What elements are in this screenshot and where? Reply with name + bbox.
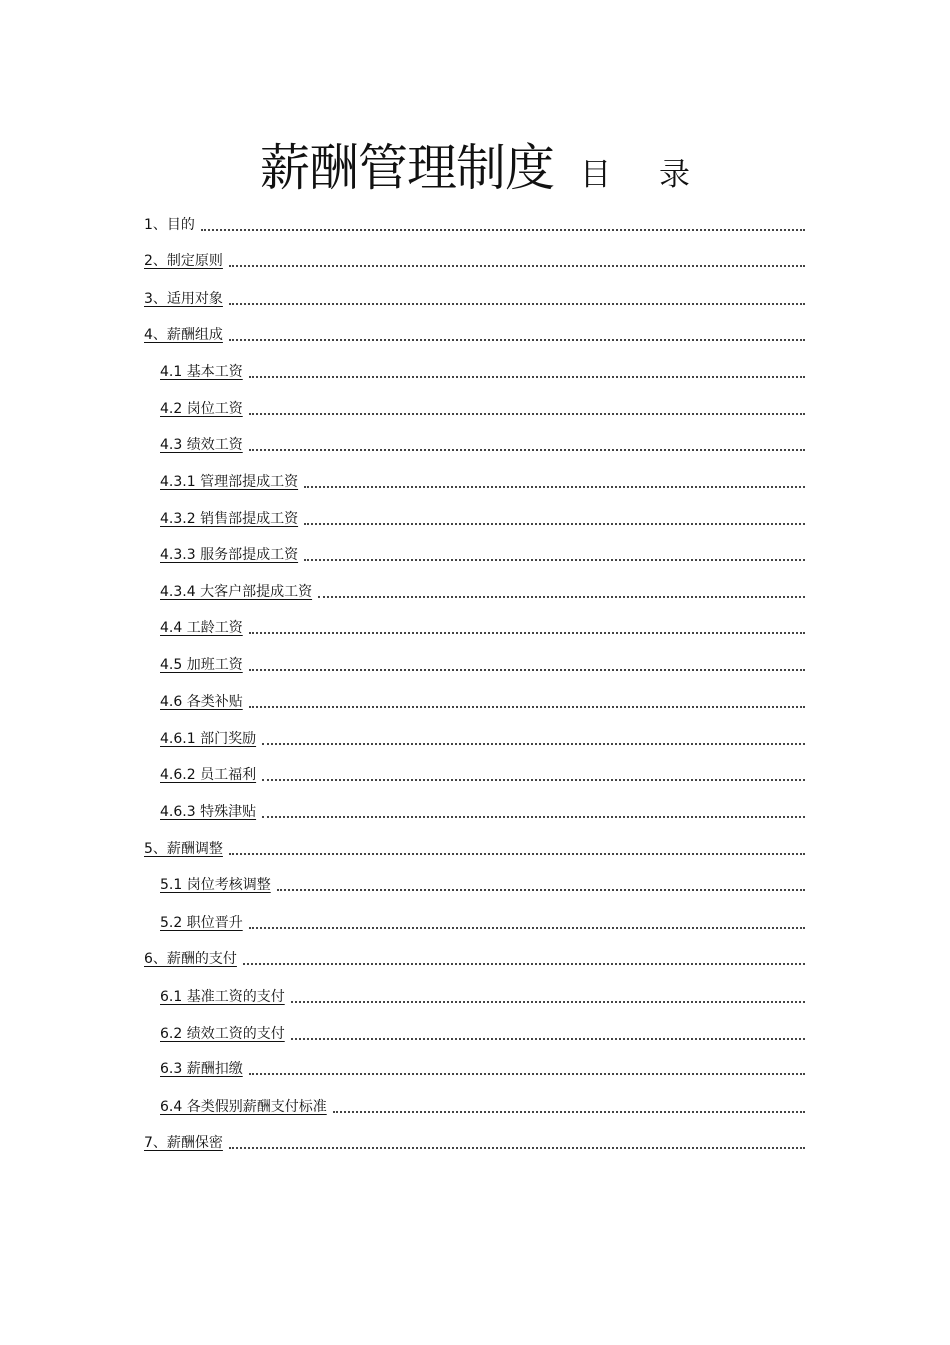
toc-entry[interactable]	[144, 320, 805, 344]
toc-entry[interactable]	[160, 724, 805, 748]
toc-entry[interactable]	[144, 210, 805, 234]
document-title	[0, 128, 950, 200]
toc-entry-label[interactable]: 4.6.2 员工福利	[160, 767, 257, 783]
toc-dot-leader	[304, 558, 805, 561]
toc-dot-leader	[249, 1072, 805, 1075]
toc-entry-label[interactable]: 7、薪酬保密	[144, 1135, 223, 1151]
toc-dot-leader	[229, 302, 805, 305]
toc-entry[interactable]	[144, 284, 805, 308]
toc-dot-leader	[262, 742, 805, 745]
toc-entry-label[interactable]: 5、薪酬调整	[144, 841, 223, 857]
toc-entry[interactable]	[160, 760, 805, 784]
toc-entry[interactable]	[160, 870, 805, 894]
toc-dot-leader	[249, 448, 805, 451]
toc-entry[interactable]	[160, 797, 805, 821]
toc-dot-leader	[229, 1146, 805, 1149]
toc-entry-label[interactable]: 4.6.3 特殊津贴	[160, 804, 257, 820]
toc-entry-label[interactable]: 4.5 加班工资	[160, 657, 243, 673]
toc-entry-label[interactable]: 4.4 工龄工资	[160, 620, 243, 636]
toc-entry[interactable]	[160, 650, 805, 674]
toc-dot-leader	[262, 815, 805, 818]
title-toc-char-1: 目	[580, 157, 611, 193]
toc-entry-label[interactable]: 4、薪酬组成	[144, 327, 223, 343]
toc-entry[interactable]	[144, 1128, 805, 1152]
toc-entry[interactable]	[160, 357, 805, 381]
toc-entry-label[interactable]: 1、目的	[144, 217, 195, 233]
toc-entry[interactable]	[144, 834, 805, 858]
toc-entry[interactable]	[160, 1054, 805, 1078]
toc-dot-leader	[243, 962, 805, 965]
toc-entry-label[interactable]: 5.2 职位晋升	[160, 915, 243, 931]
toc-entry[interactable]	[160, 540, 805, 564]
toc-entry-label[interactable]: 5.1 岗位考核调整	[160, 877, 271, 893]
toc-dot-leader	[201, 228, 805, 231]
toc-entry-label[interactable]: 4.6 各类补贴	[160, 694, 243, 710]
toc-entry[interactable]	[160, 982, 805, 1006]
toc-dot-leader	[249, 631, 805, 634]
toc-entry[interactable]	[160, 613, 805, 637]
toc-entry-label[interactable]: 6、薪酬的支付	[144, 951, 237, 967]
toc-entry[interactable]	[160, 1092, 805, 1116]
toc-dot-leader	[229, 338, 805, 341]
toc-entry[interactable]	[160, 687, 805, 711]
toc-entry-label[interactable]: 6.2 绩效工资的支付	[160, 1026, 285, 1042]
toc-entry-label[interactable]: 4.3.1 管理部提成工资	[160, 474, 299, 490]
toc-entry-label[interactable]: 4.6.1 部门奖励	[160, 731, 257, 747]
toc-entry[interactable]	[144, 246, 805, 270]
toc-entry-label[interactable]: 6.4 各类假别薪酬支付标准	[160, 1099, 327, 1115]
toc-dot-leader	[229, 852, 805, 855]
title-toc-char-2: 录	[659, 157, 690, 193]
toc-dot-leader	[249, 375, 805, 378]
toc-entry-label[interactable]: 2、制定原则	[144, 253, 223, 269]
toc-dot-leader	[249, 926, 805, 929]
toc-entry[interactable]	[160, 504, 805, 528]
toc-dot-leader	[229, 264, 805, 267]
toc-entry-label[interactable]: 4.1 基本工资	[160, 364, 243, 380]
toc-entry[interactable]	[160, 1019, 805, 1043]
toc-entry-label[interactable]: 4.3 绩效工资	[160, 437, 243, 453]
toc-entry[interactable]	[160, 394, 805, 418]
toc-entry-label[interactable]: 3、适用对象	[144, 291, 223, 307]
toc-dot-leader	[277, 888, 805, 891]
toc-dot-leader	[304, 485, 805, 488]
toc-entry-label[interactable]: 4.3.2 销售部提成工资	[160, 511, 299, 527]
toc-dot-leader	[333, 1110, 805, 1113]
title-main: 薪酬管理制度	[260, 139, 554, 197]
toc-dot-leader	[304, 522, 805, 525]
toc-entry-label[interactable]: 4.3.3 服务部提成工资	[160, 547, 299, 563]
toc-dot-leader	[318, 595, 805, 598]
toc-dot-leader	[249, 668, 805, 671]
toc-dot-leader	[249, 705, 805, 708]
toc-entry-label[interactable]: 6.1 基准工资的支付	[160, 989, 285, 1005]
toc-entry-label[interactable]: 4.3.4 大客户部提成工资	[160, 584, 313, 600]
toc-entry-label[interactable]: 6.3 薪酬扣缴	[160, 1061, 243, 1077]
toc-entry[interactable]	[160, 577, 805, 601]
toc-dot-leader	[249, 412, 805, 415]
toc-entry[interactable]	[144, 944, 805, 968]
toc-entry-label[interactable]: 4.2 岗位工资	[160, 401, 243, 417]
toc-entry[interactable]	[160, 430, 805, 454]
toc-entry[interactable]	[160, 908, 805, 932]
toc-dot-leader	[262, 778, 805, 781]
toc-dot-leader	[291, 1037, 805, 1040]
toc-entry[interactable]	[160, 467, 805, 491]
toc-dot-leader	[291, 1000, 805, 1003]
